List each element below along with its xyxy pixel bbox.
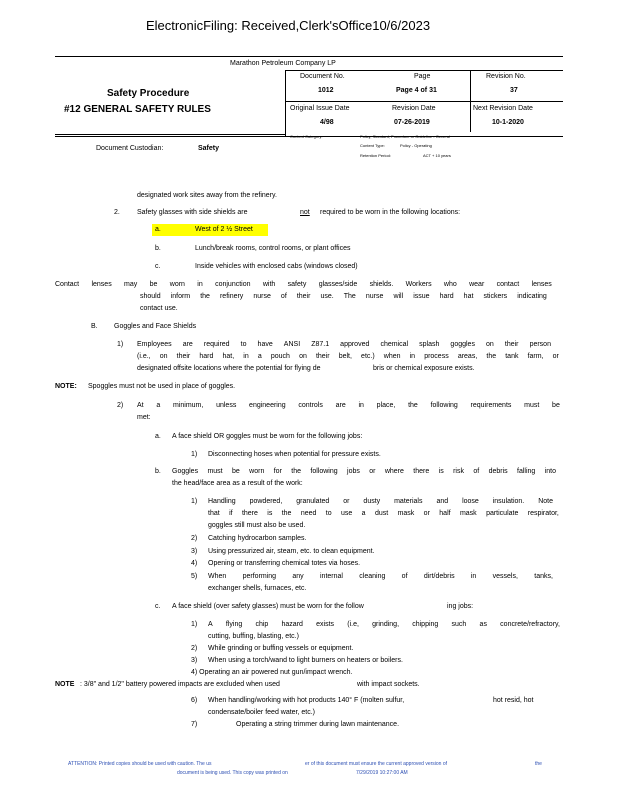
- word: dirt/debris: [423, 573, 455, 580]
- word: hard: [199, 353, 214, 360]
- word: powdered,: [249, 498, 283, 505]
- word: for: [273, 468, 282, 475]
- word: shields.: [369, 281, 394, 288]
- doc-no-value: 1012: [318, 87, 334, 94]
- custodian-value: Safety: [198, 145, 220, 152]
- word: is: [438, 468, 444, 475]
- word: nurse: [253, 293, 271, 300]
- word: in: [197, 281, 203, 288]
- word: (i.e,: [347, 621, 359, 628]
- list-number: 7): [191, 721, 198, 728]
- word: falling: [517, 468, 536, 475]
- list-text: 4) Operating an air powered nut gun/impact wrench.: [191, 669, 353, 676]
- word: chemical: [380, 341, 409, 348]
- list-letter: a.: [155, 226, 161, 233]
- list-letter: a.: [155, 433, 161, 440]
- item-number: 2.: [114, 209, 120, 216]
- list-letter: c.: [155, 263, 161, 270]
- word: minimum,: [173, 402, 204, 409]
- word: on: [159, 353, 168, 360]
- custodian-label: Document Custodian:: [96, 145, 164, 152]
- word: in: [409, 353, 416, 360]
- justified-line: [137, 341, 551, 348]
- word: wear: [469, 281, 485, 288]
- word: their: [296, 293, 311, 300]
- word: etc.): [361, 353, 375, 360]
- word: hazard: [281, 621, 303, 628]
- word: At: [137, 402, 144, 409]
- justified-line: [208, 621, 560, 628]
- word: when: [383, 353, 401, 360]
- word: in: [470, 573, 477, 580]
- word: a: [361, 510, 366, 517]
- emphasis-not: not: [300, 209, 310, 216]
- word: lenses: [91, 281, 112, 288]
- word: belt,: [338, 353, 352, 360]
- word: dusty: [363, 498, 381, 505]
- word: indicating: [517, 293, 547, 300]
- word: a: [257, 353, 262, 360]
- list-text: Opening or transferring chemical totes via hoses.: [208, 560, 361, 567]
- word: vessels,: [492, 573, 518, 580]
- word: following: [310, 468, 338, 475]
- word: materials: [394, 498, 423, 505]
- section-heading: Goggles and Face Shields: [114, 323, 197, 330]
- word: should: [140, 293, 161, 300]
- word: or: [423, 510, 430, 517]
- word: are: [335, 402, 346, 409]
- word: inform: [170, 293, 191, 300]
- word: use.: [320, 293, 334, 300]
- word: a: [156, 402, 161, 409]
- word: stickers: [483, 293, 508, 300]
- list-text: West of 2 ½ Street: [195, 226, 253, 233]
- content-category-value: Policy, Standard, Procedure or Guideline - General: [360, 134, 450, 139]
- note-label: NOTE: [55, 681, 75, 688]
- footer-text: document is being used. This copy was printed on: [177, 770, 288, 776]
- word: refinery: [219, 293, 244, 300]
- word: debris: [488, 468, 508, 475]
- body-line: bris or chemical exposure exists.: [373, 365, 475, 372]
- word: will: [393, 293, 404, 300]
- word: particulate: [486, 510, 519, 517]
- justified-line: [172, 468, 556, 475]
- word: such: [451, 621, 467, 628]
- word: following: [430, 402, 458, 409]
- list-text: When handling/working with hot products 140° F (molten sulfur,: [208, 697, 405, 704]
- word: on: [486, 341, 494, 348]
- content-type-value: Policy - Operating: [400, 143, 432, 148]
- procedure-subtitle: #12 GENERAL SAFETY RULES: [64, 104, 211, 115]
- word: exists: [316, 621, 335, 628]
- orig-issue-value: 4/98: [320, 119, 334, 126]
- word: chipping: [412, 621, 439, 628]
- word: on: [299, 353, 307, 360]
- list-text: A face shield (over safety glasses) must be worn for the follow: [172, 603, 364, 610]
- list-letter: b.: [155, 245, 161, 252]
- list-text: Disconnecting hoses when potential for pressure exists.: [208, 451, 381, 458]
- filing-stamp: ElectronicFiling: Received,Clerk'sOffice10/6/2023: [146, 18, 431, 33]
- item-text: Safety glasses with side shields are: [137, 209, 248, 216]
- list-text: Using pressurized air, steam, etc. to clean equipment.: [208, 548, 375, 555]
- word: as: [479, 621, 487, 628]
- list-number: 2): [191, 535, 198, 542]
- word: may: [124, 281, 138, 288]
- word: their: [176, 353, 191, 360]
- rev-date-label: Revision Date: [392, 105, 436, 112]
- list-number: 1): [191, 451, 198, 458]
- word: loose: [462, 498, 479, 505]
- word: Handling: [208, 498, 236, 505]
- word: areas,: [457, 353, 478, 360]
- word: granulated: [296, 498, 330, 505]
- word: cleaning: [359, 573, 386, 580]
- word: performing: [242, 573, 277, 580]
- word: is: [267, 510, 273, 517]
- note-label: NOTE:: [55, 383, 77, 390]
- justified-line: [140, 293, 547, 300]
- word: of: [473, 468, 480, 475]
- list-text: Lunch/break rooms, control rooms, or plant offices: [195, 245, 351, 252]
- word: with: [262, 281, 276, 288]
- word: their: [504, 341, 519, 348]
- body-line: goggles still must also be used.: [208, 522, 306, 529]
- word: contact: [496, 281, 520, 288]
- word: mask: [459, 510, 477, 517]
- list-number: 2): [117, 402, 124, 409]
- word: or: [369, 468, 376, 475]
- word: use: [341, 510, 353, 517]
- list-letter: b.: [155, 468, 161, 475]
- word: (i.e.,: [137, 353, 151, 360]
- word: worn: [249, 468, 265, 475]
- next-rev-value: 10-1-2020: [492, 119, 524, 126]
- list-text: Catching hydrocarbon samples.: [208, 535, 307, 542]
- word: chip: [255, 621, 269, 628]
- word: Z87.1: [311, 341, 330, 348]
- section-letter: B.: [91, 323, 98, 330]
- word: conjunction: [215, 281, 251, 288]
- list-number: 1): [191, 621, 198, 628]
- retention-value: ACT + 10 years: [423, 153, 451, 158]
- word: need: [300, 510, 317, 517]
- word: hat,: [222, 353, 235, 360]
- word: jobs: [347, 468, 360, 475]
- word: respirator,: [527, 510, 559, 517]
- page-label: Page: [414, 73, 431, 80]
- content-category-label: Content Category:: [290, 134, 323, 139]
- word: their: [315, 353, 330, 360]
- word: goggles: [450, 341, 475, 348]
- word: flying: [225, 621, 243, 628]
- word: there: [413, 468, 430, 475]
- word: or: [343, 498, 350, 505]
- rev-date-value: 07-26-2019: [394, 119, 430, 126]
- word: of: [401, 573, 408, 580]
- word: who: [443, 281, 457, 288]
- word: hat: [463, 293, 474, 300]
- word: unless: [216, 402, 237, 409]
- word: risk: [453, 468, 464, 475]
- word: mask: [397, 510, 415, 517]
- word: lenses: [531, 281, 552, 288]
- word: concrete/refractory,: [500, 621, 560, 628]
- list-number: 4): [191, 560, 198, 567]
- word: tank: [505, 353, 519, 360]
- word: controls: [298, 402, 323, 409]
- justified-line: [208, 510, 559, 517]
- doc-no-label: Document No.: [300, 73, 345, 80]
- footer-text: er of this document must ensure the current approved version of: [305, 761, 448, 767]
- word: internal: [320, 573, 343, 580]
- word: tanks,: [534, 573, 553, 580]
- body-line: the head/face area as a result of the work:: [172, 480, 303, 487]
- procedure-title: Safety Procedure: [107, 88, 190, 99]
- word: and: [436, 498, 449, 505]
- body-line: cutting, buffing, blasting, etc.): [208, 633, 299, 640]
- word: engineering: [249, 402, 286, 409]
- body-line: exchanger shells, furnaces, etc.: [208, 585, 307, 592]
- word: hard: [439, 293, 454, 300]
- list-text: hot resid, hot: [493, 697, 534, 704]
- word: be: [232, 468, 240, 475]
- list-text: ing jobs:: [447, 603, 474, 610]
- list-number: 1): [117, 341, 124, 348]
- word: person: [529, 341, 551, 348]
- word: be: [149, 281, 158, 288]
- word: pouch: [270, 353, 290, 360]
- word: ANSI: [283, 341, 301, 348]
- word: A: [208, 621, 213, 628]
- word: nurse: [365, 293, 384, 300]
- justified-line: [137, 353, 559, 360]
- word: the: [291, 468, 302, 475]
- word: requirements: [470, 402, 512, 409]
- word: any: [292, 573, 304, 580]
- word: into: [544, 468, 556, 475]
- word: to: [325, 510, 332, 517]
- word: glasses/side: [318, 281, 358, 288]
- word: insulation.: [492, 498, 525, 505]
- note-text: with impact sockets.: [357, 681, 420, 688]
- justified-line: [208, 573, 553, 580]
- word: are: [182, 341, 193, 348]
- word: the: [486, 353, 497, 360]
- word: Goggles: [172, 468, 199, 475]
- company-name: Marathon Petroleum Company LP: [230, 60, 336, 67]
- note-text: Spoggles must not be used in place of goggles.: [88, 383, 236, 390]
- list-number: 3): [191, 548, 198, 555]
- list-number: 5): [191, 573, 198, 580]
- word: must: [207, 468, 223, 475]
- next-rev-label: Next Revision Date: [473, 105, 533, 112]
- word: farm,: [527, 353, 544, 360]
- list-number: 3): [191, 657, 198, 664]
- list-text: A face shield OR goggles must be worn for the following jobs:: [172, 433, 363, 440]
- body-line: condensate/boiler feed water, etc.): [208, 709, 316, 716]
- word: place,: [376, 402, 396, 409]
- word: that: [208, 510, 220, 517]
- word: grinding,: [372, 621, 400, 628]
- list-text: Inside vehicles with enclosed cabs (windows closed): [195, 263, 358, 270]
- page-value: Page 4 of 31: [396, 87, 437, 94]
- footer-text: the: [535, 761, 542, 767]
- word: the: [408, 402, 418, 409]
- orig-issue-label: Original Issue Date: [290, 105, 350, 112]
- body-line: contact use.: [140, 305, 178, 312]
- word: approved: [340, 341, 370, 348]
- word: be: [552, 402, 560, 409]
- word: Workers: [405, 281, 432, 288]
- word: safety: [287, 281, 307, 288]
- list-number: 6): [191, 697, 198, 704]
- list-text: When using a torch/wand to light burners on heaters or boilers.: [208, 657, 403, 664]
- justified-line: [208, 498, 553, 505]
- word: dust: [374, 510, 389, 517]
- word: there: [241, 510, 258, 517]
- footer-print-date: 7/29/2019 10:27:00 AM: [356, 770, 408, 776]
- word: Contact: [55, 281, 80, 288]
- word: where: [384, 468, 404, 475]
- list-number: 2): [191, 645, 198, 652]
- word: Note: [538, 498, 553, 505]
- retention-label: Retention Period:: [360, 153, 391, 158]
- word: When: [208, 573, 227, 580]
- word: process: [424, 353, 449, 360]
- word: in: [358, 402, 364, 409]
- word: the: [200, 293, 210, 300]
- word: in: [243, 353, 249, 360]
- word: issue: [413, 293, 430, 300]
- word: if: [229, 510, 233, 517]
- list-letter: c.: [155, 603, 161, 610]
- justified-line: [137, 402, 560, 409]
- justified-line: [55, 281, 552, 288]
- word: have: [257, 341, 273, 348]
- footer-text: ATTENTION: Printed copies should be used with caution. The us: [68, 761, 212, 767]
- body-line: designated offsite locations where the potential for flying de: [137, 365, 321, 372]
- word: required: [203, 341, 230, 348]
- word: must: [524, 402, 540, 409]
- word: of: [280, 293, 287, 300]
- rev-no-value: 37: [510, 87, 518, 94]
- word: half: [439, 510, 451, 517]
- word: or: [552, 353, 559, 360]
- word: The: [343, 293, 356, 300]
- content-type-label: Content Type:: [360, 143, 385, 148]
- list-text: Operating a string trimmer during lawn maintenance.: [236, 721, 400, 728]
- body-line: designated work sites away from the refinery.: [137, 192, 277, 199]
- list-number: 1): [191, 498, 198, 505]
- rev-no-label: Revision No.: [486, 73, 526, 80]
- list-text: While grinding or buffing vessels or equipment.: [208, 645, 354, 652]
- word: worn: [169, 281, 185, 288]
- note-text: : 3/8" and 1/2" battery powered impacts are excluded when used: [80, 681, 280, 688]
- word: Employees: [137, 341, 172, 348]
- word: splash: [419, 341, 440, 348]
- word: the: [281, 510, 292, 517]
- word: to: [240, 341, 247, 348]
- item-text-rest: required to be worn in the following locations:: [320, 209, 461, 216]
- body-line: met:: [137, 414, 151, 421]
